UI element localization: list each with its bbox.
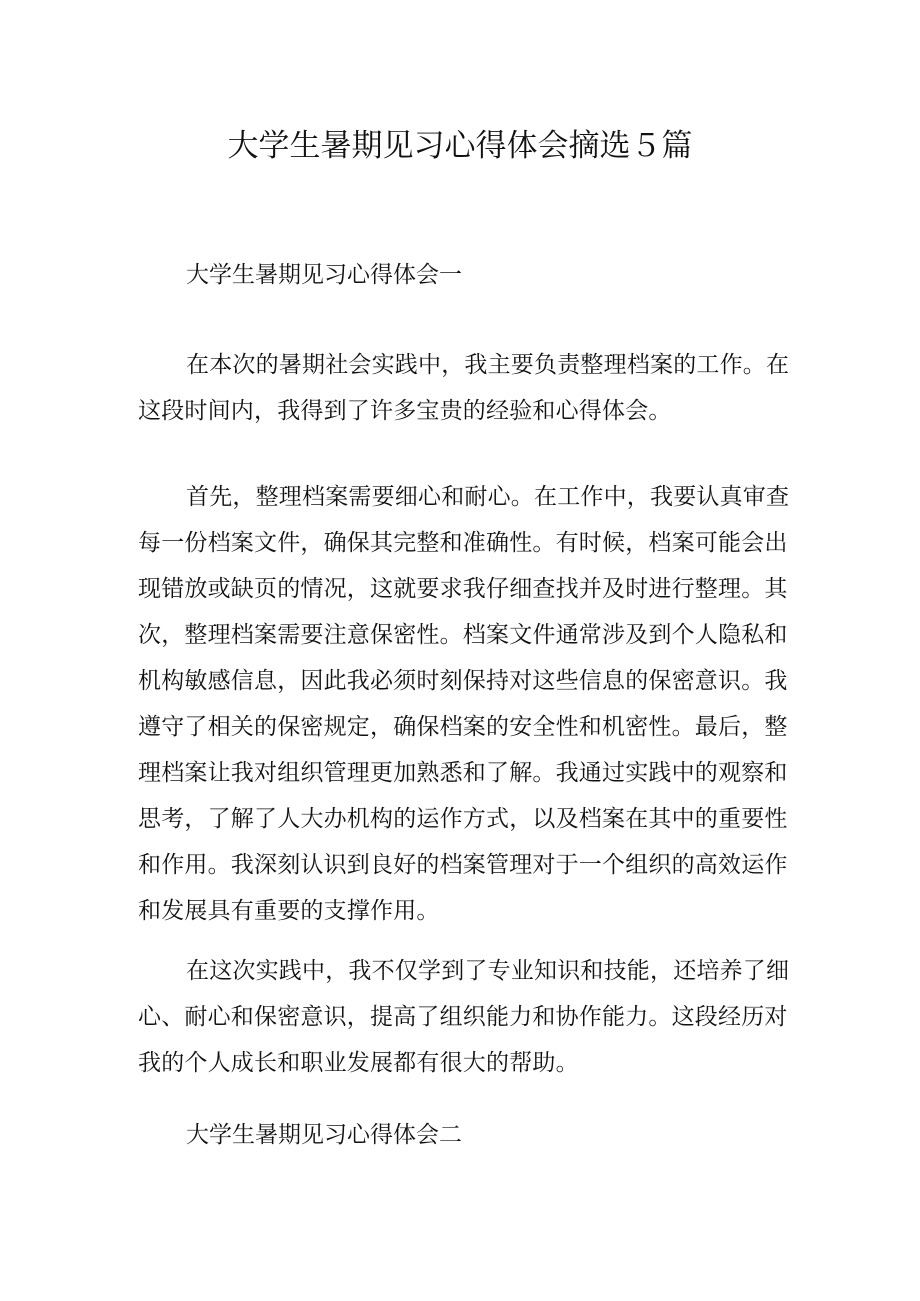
section-heading-1: 大学生暑期见习心得体会一 [186, 262, 462, 288]
paragraph-line: 次，整理档案需要注意保密性。档案文件通常涉及到个人隐私和 [138, 622, 788, 648]
paragraph-line: 机构敏感信息，因此我必须时刻保持对这些信息的保密意识。我 [138, 668, 788, 694]
paragraph-line: 每一份档案文件，确保其完整和准确性。有时候，档案可能会出 [138, 530, 788, 556]
paragraph-line: 这段时间内，我得到了许多宝贵的经验和心得体会。 [138, 398, 672, 424]
paragraph-line: 和作用。我深刻认识到良好的档案管理对于一个组织的高效运作 [138, 852, 788, 878]
document-title: 大学生暑期见习心得体会摘选５篇 [227, 128, 693, 164]
paragraph-line: 现错放或缺页的情况，这就要求我仔细查找并及时进行整理。其 [138, 576, 788, 602]
paragraph-line: 在本次的暑期社会实践中，我主要负责整理档案的工作。在 [186, 352, 790, 378]
paragraph-line: 心、耐心和保密意识，提高了组织能力和协作能力。这段经历对 [138, 1004, 788, 1030]
paragraph-line: 遵守了相关的保密规定，确保档案的安全性和机密性。最后，整 [138, 714, 788, 740]
section-heading-2: 大学生暑期见习心得体会二 [186, 1122, 462, 1148]
paragraph-line: 首先，整理档案需要细心和耐心。在工作中，我要认真审查 [186, 484, 790, 510]
paragraph-line: 在这次实践中，我不仅学到了专业知识和技能，还培养了细 [186, 958, 790, 984]
paragraph-3 [138, 948, 790, 1086]
paragraph-2 [138, 474, 790, 934]
paragraph-1 [138, 342, 790, 434]
paragraph-line: 理档案让我对组织管理更加熟悉和了解。我通过实践中的观察和 [138, 760, 788, 786]
paragraph-line: 思考，了解了人大办机构的运作方式，以及档案在其中的重要性 [138, 806, 788, 832]
paragraph-line: 我的个人成长和职业发展都有很大的帮助。 [138, 1050, 579, 1076]
paragraph-line: 和发展具有重要的支撑作用。 [138, 898, 440, 924]
